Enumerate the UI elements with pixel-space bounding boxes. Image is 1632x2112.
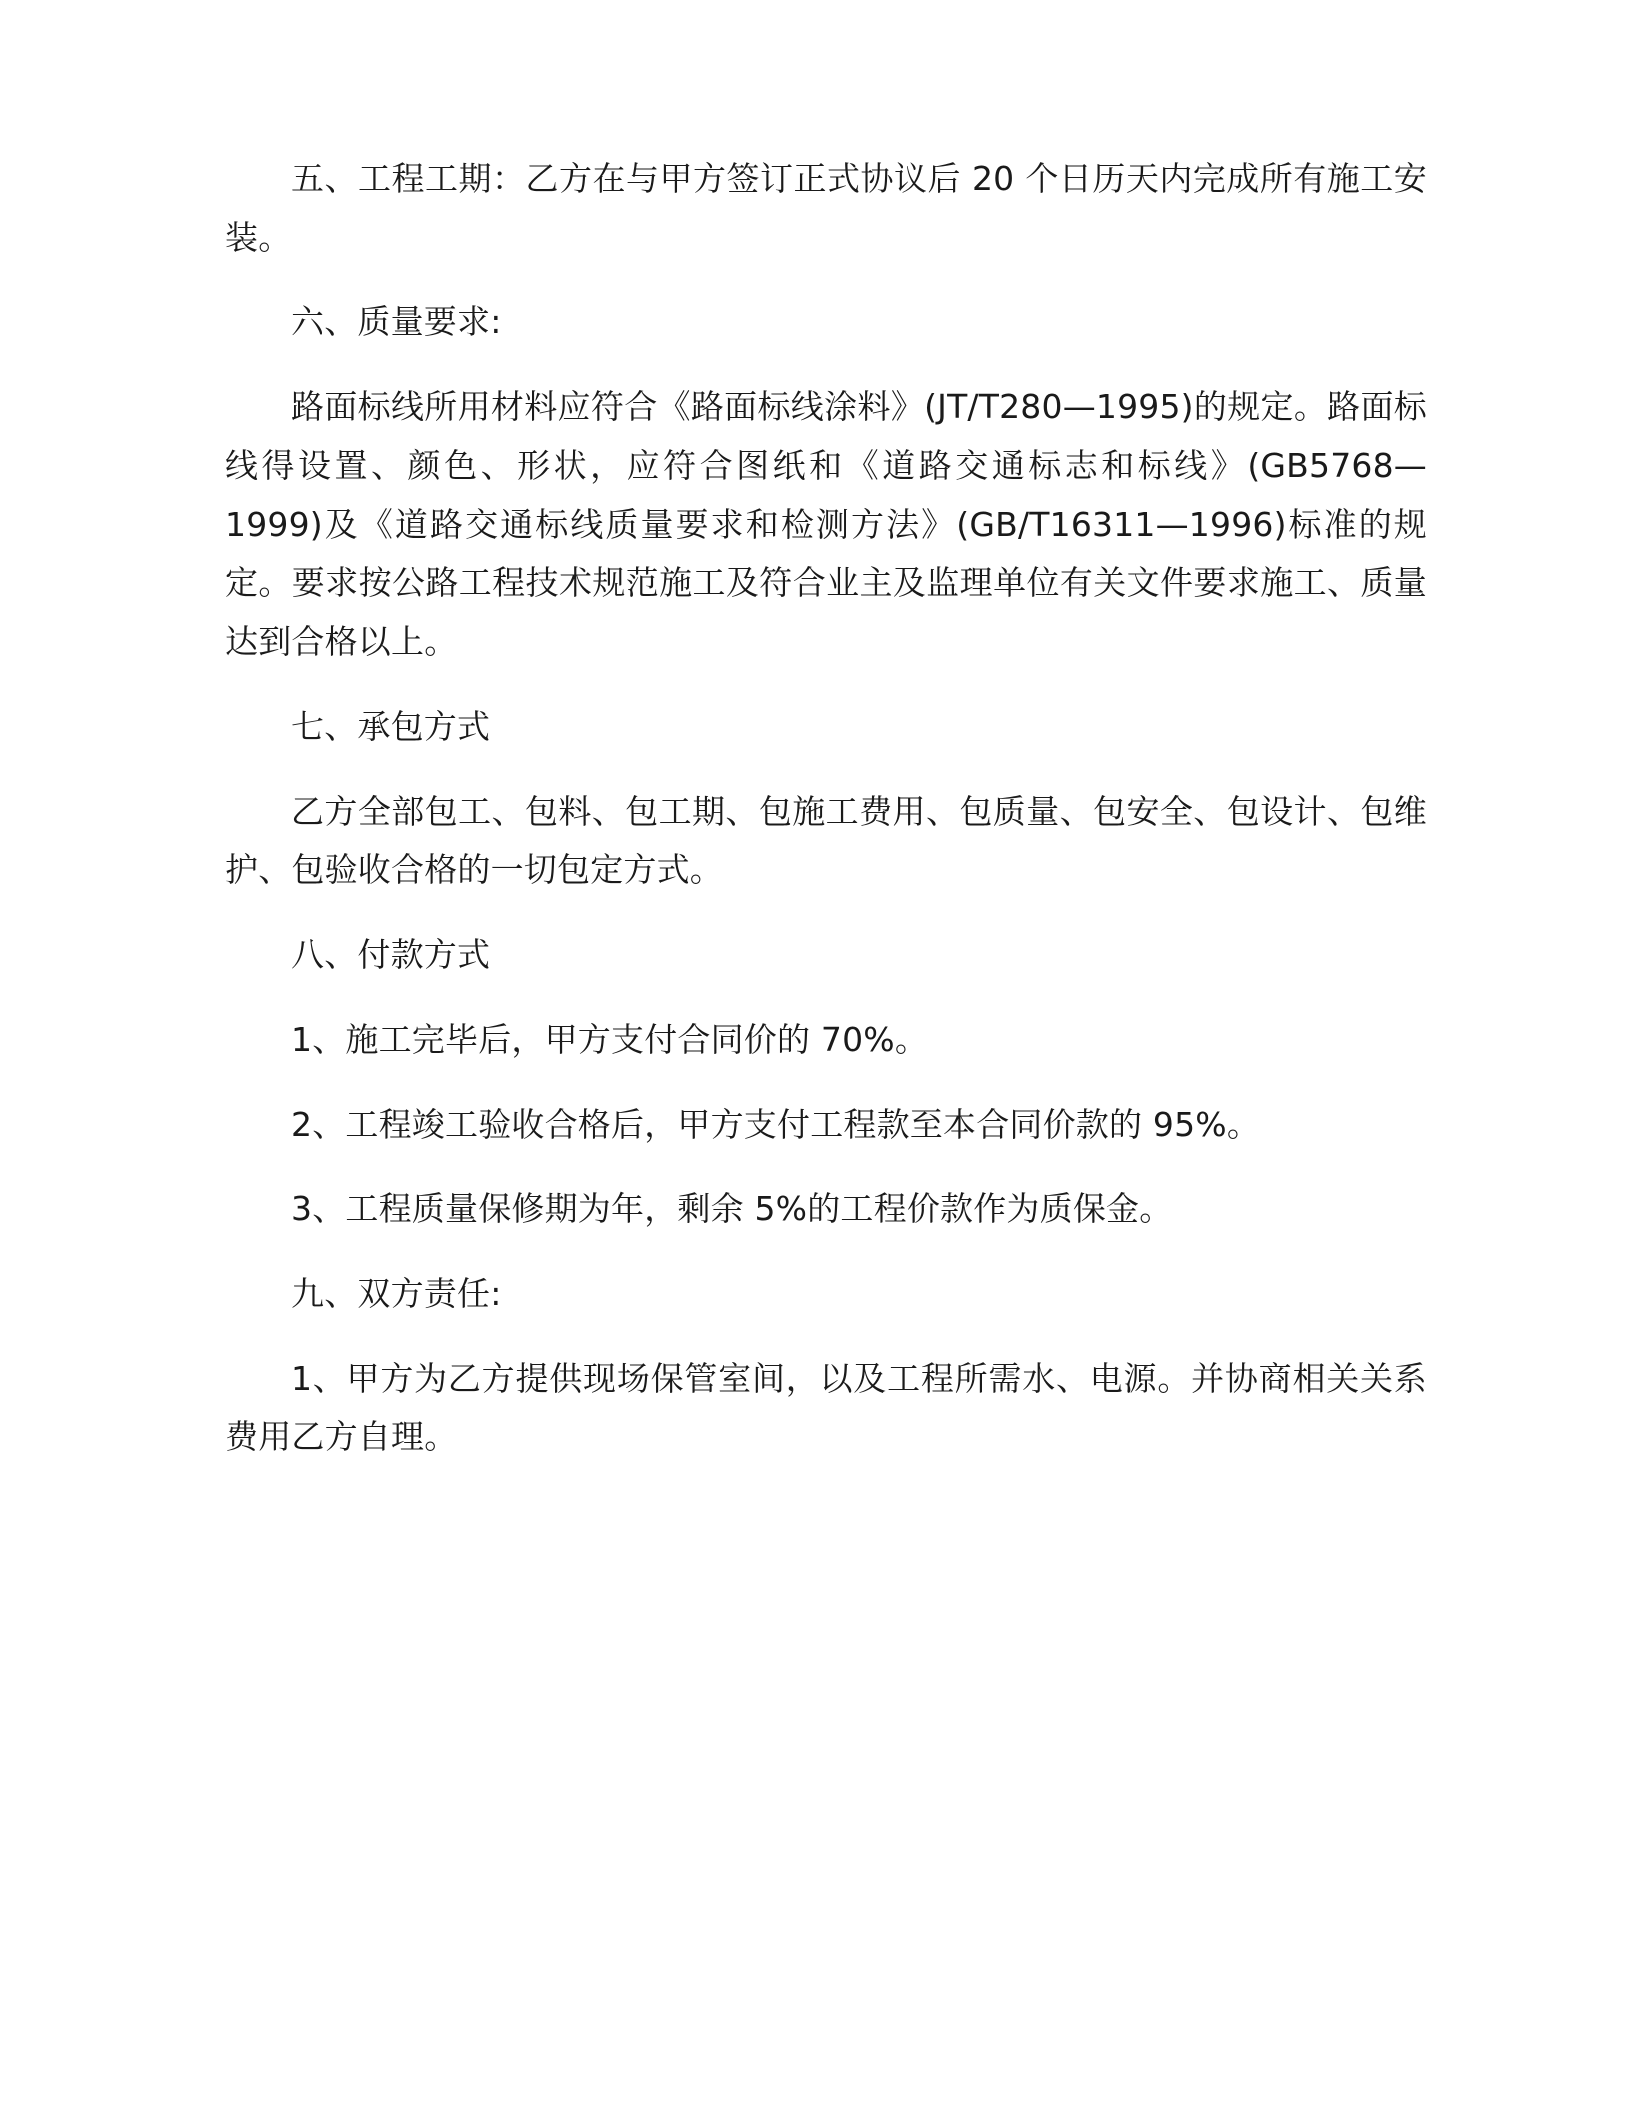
paragraph-payment-item-1: 1、施工完毕后，甲方支付合同价的 70%。 [291,1019,929,1059]
paragraph-construction-period: 五、工程工期：乙方在与甲方签订正式协议后 20 个日历天内完成所有施工安装。 [225,159,1427,257]
heading-both-party-responsibilities: 九、双方责任: [291,1274,502,1314]
document-body [225,150,1427,1467]
paragraph-payment-item-3: 3、工程质量保修期为年，剩余 5%的工程价款作为质保金。 [291,1189,1173,1229]
paragraph-quality-standards: 路面标线所用材料应符合《路面标线涂料》(JT/T280—1995)的规定。路面标线得设置、颜色、形状，应符合图纸和《道路交通标志和标线》(GB5768—1999)及《道路交通标线质量要求和检测方法》(GB/T16311—1996)标准的规定。要求按公路工程技术规范施工及符合业主及监理单位有关文件要求施工、质量达到合格以上。 [225,387,1427,662]
heading-payment-method: 八、付款方式 [291,935,491,975]
paragraph-responsibility-item-1: 1、甲方为乙方提供现场保管室间，以及工程所需水、电源。并协商相关关系费用乙方自理。 [225,1358,1427,1457]
paragraph-payment-item-2: 2、工程竣工验收合格后，甲方支付工程款至本合同价款的 95%。 [291,1104,1261,1144]
heading-contracting-method: 七、承包方式 [291,706,491,746]
heading-quality-requirements: 六、质量要求: [291,302,502,342]
paragraph-contracting-method: 乙方全部包工、包料、包工期、包施工费用、包质量、包安全、包设计、包维护、包验收合格的一切包定方式。 [225,791,1427,890]
